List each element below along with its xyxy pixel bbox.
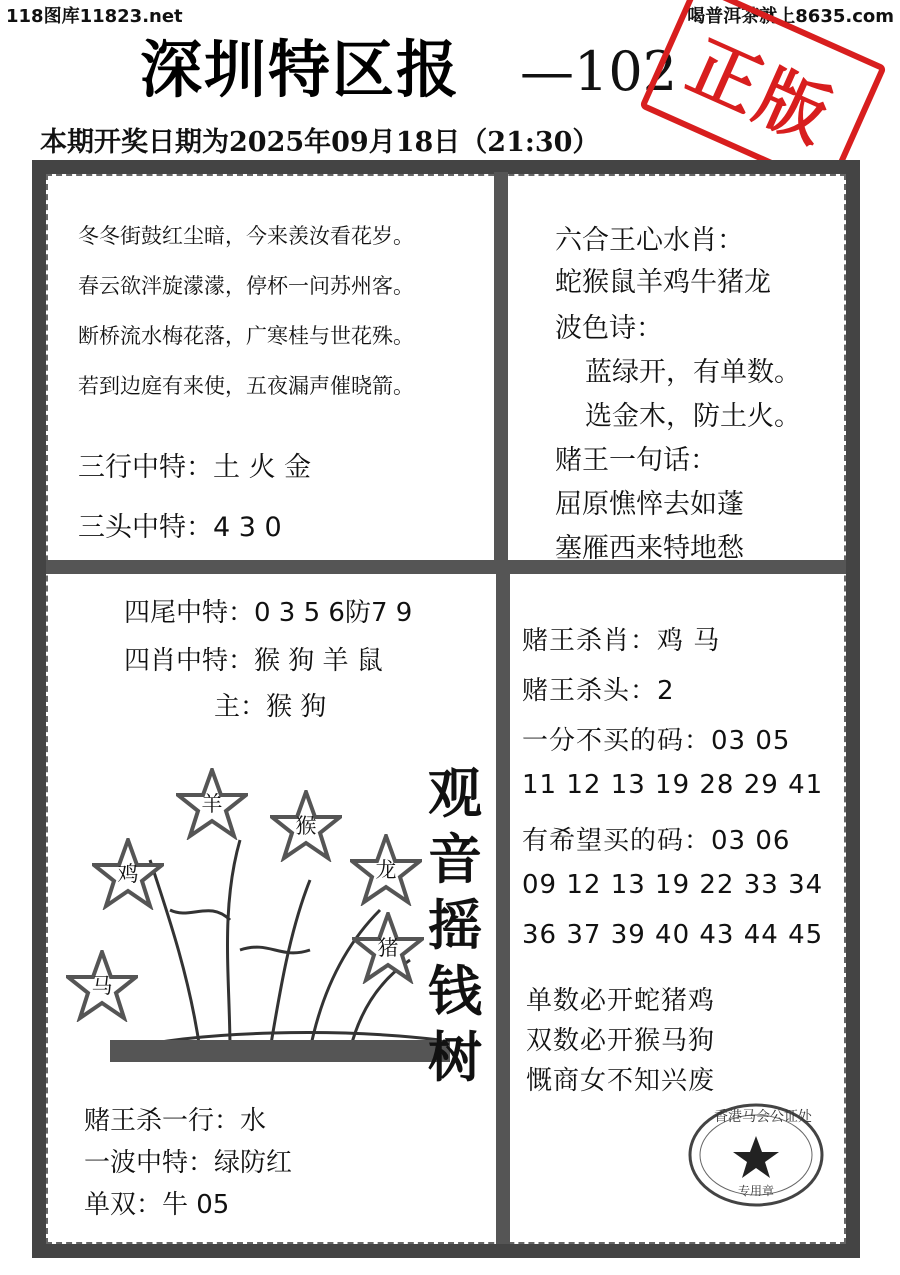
site-right-text: 喝普洱茶就上8635.com (687, 6, 894, 27)
zodiac-star-label: 龙 (375, 858, 397, 882)
official-seal (686, 1100, 826, 1210)
zodiac-star-label: 羊 (201, 792, 223, 816)
zodiac-star-label: 马 (91, 974, 113, 998)
santou-text: 三头中特：4 3 0 (78, 512, 282, 543)
zodiac-star-label: 猪 (377, 936, 399, 960)
yibo-text: 一波中特：绿防红 (84, 1148, 293, 1178)
zodiac-star (66, 950, 138, 1022)
xiwang-numbers: 09 12 13 19 22 33 34 (522, 870, 824, 900)
seal-ring-text: 香港马会公证处 (714, 1109, 812, 1125)
poem-line: 春云欲泮旋濛濛，停杯一问苏州客。 (78, 274, 414, 298)
shaxiao-text: 赌王杀肖：鸡 马 (522, 626, 721, 656)
zodiac-star (352, 912, 424, 984)
dan-text: 单数必开蛇猪鸡 (526, 986, 716, 1016)
sixiao-text: 四肖中特：猴 狗 羊 鼠 (124, 646, 383, 676)
zodiac-star (350, 834, 422, 906)
bose-label: 波色诗： (555, 313, 663, 344)
vertical-title-char: 摇 (428, 893, 482, 957)
divider-vertical-bottom (496, 574, 510, 1244)
vertical-title-char: 树 (428, 1025, 482, 1089)
shuang-text: 双数必开猴马狗 (526, 1026, 716, 1056)
seal-bottom-text: 专用章 (738, 1184, 775, 1198)
issue-number: —102 (520, 40, 678, 103)
duwang-label: 赌王一句话： (555, 445, 717, 476)
divider-vertical-top (494, 172, 508, 568)
bose-line: 蓝绿开，有单数。 (585, 357, 801, 388)
zhu-text: 主：猴 狗 (214, 692, 327, 722)
liuhe-value: 蛇猴鼠羊鸡牛猪龙 (555, 267, 771, 298)
page-title: 深圳特区报 (140, 33, 461, 106)
zodiac-star (176, 768, 248, 840)
xiwang-label: 有希望买的码：03 06 (522, 826, 791, 856)
zodiac-star-label: 鸡 (117, 862, 139, 886)
siwei-text: 四尾中特：0 3 5 6防7 9 (124, 598, 413, 628)
xiwang-numbers: 36 37 39 40 43 44 45 (522, 920, 824, 950)
shatou-text: 赌王杀头：2 (522, 676, 675, 706)
vertical-title (420, 760, 490, 1090)
yifen-label: 一分不买的码：03 05 (522, 726, 791, 756)
genuine-stamp-text: 正版 (676, 23, 846, 160)
duwang-line: 塞雁西来特地愁 (555, 533, 744, 564)
poem-line: 冬冬街鼓红尘暗，今来羡汝看花岁。 (78, 224, 414, 248)
danshuang-text: 单双：牛 05 (84, 1190, 230, 1220)
yifen-numbers: 11 12 13 19 28 29 41 (522, 770, 824, 800)
duwang-line: 屈原憔悴去如蓬 (555, 489, 744, 520)
draw-date: 本期开奖日期为2025年09月18日（21:30） (40, 127, 600, 158)
kaishang-text: 慨商女不知兴废 (526, 1066, 716, 1096)
liuhe-label: 六合王心水肖： (555, 225, 744, 256)
zodiac-star (92, 838, 164, 910)
zodiac-star-label: 猴 (295, 814, 317, 838)
vertical-title-char: 钱 (428, 959, 482, 1023)
zodiac-star (270, 790, 342, 862)
poem-line: 断桥流水梅花落，广寒桂与世花殊。 (78, 324, 414, 348)
site-left-text: 118图库11823.net (6, 6, 183, 27)
vertical-title-char: 观 (428, 761, 482, 825)
vertical-title-char: 音 (428, 827, 482, 891)
shayihang-text: 赌王杀一行：水 (84, 1106, 267, 1136)
poem-line: 若到边庭有来使，五夜漏声催晓箭。 (78, 374, 414, 398)
bose-line: 选金木，防土火。 (585, 401, 801, 432)
sanxing-text: 三行中特：土 火 金 (78, 452, 312, 483)
